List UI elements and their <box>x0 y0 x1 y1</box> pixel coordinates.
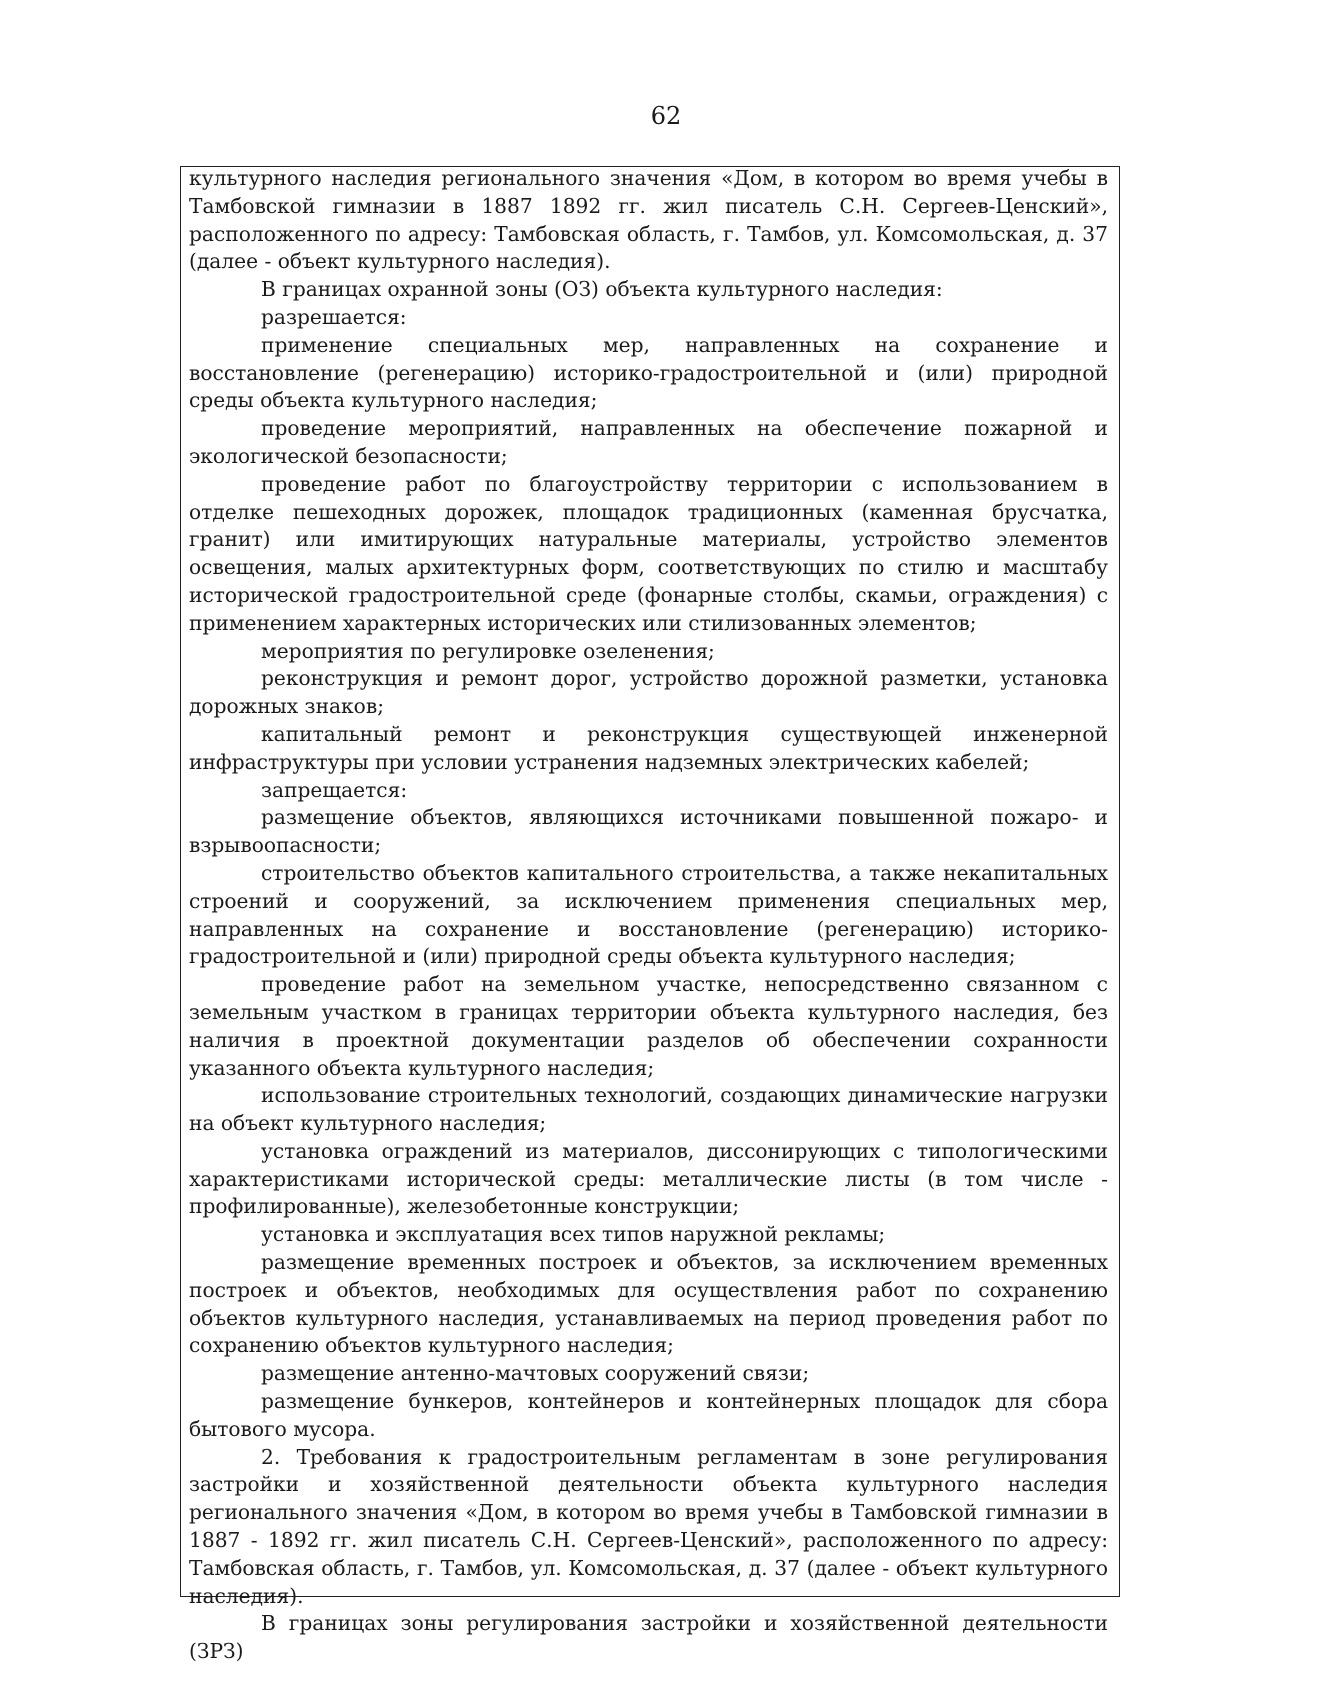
paragraph: реконструкция и ремонт дорог, устройство дорожной разметки, установка дорожных знаков; <box>189 666 1108 719</box>
paragraph: проведение работ на земельном участке, непосредственно связанном с земельным участком в границах территории объекта культурного наследия, без наличия в проектной документации разделов об обеспечении сохранности указанного объекта культурного наследия; <box>189 972 1108 1080</box>
paragraph: размещение антенно-мачтовых сооружений связи; <box>261 1361 810 1386</box>
paragraph: строительство объектов капитального строительства, а также некапитальных строений и сооружений, за исключением применения специальных мер, направленных на сохранение и восстановление (регенерацию) историко-градостроительной и (или) природной среды объекта культурного наследия; <box>189 860 1108 969</box>
paragraph: мероприятия по регулировке озеленения; <box>261 638 715 663</box>
paragraph: применение специальных мер, направленных на сохранение и восстановление (регенерацию) историко-градостроительной и (или) природной среды объекта культурного наследия; <box>189 332 1108 413</box>
paragraph: В границах зоны регулирования застройки и хозяйственной деятельности (ЗРЗ) <box>189 1611 1108 1664</box>
paragraph: разрешается: <box>261 304 407 329</box>
paragraph: культурного наследия регионального значения «Дом, в котором во время учебы в Тамбовской гимназии в 1887 1892 гг. жил писатель С.Н. Сергеев-Ценский», расположенного по адресу: Тамбовская область, г. Тамбов, ул. Комсомольская, д. 37 (далее - объект культурного наследия). <box>189 166 1108 274</box>
paragraph: проведение работ по благоустройству территории с использованием в отделке пешеходных дорожек, площадок традиционных (каменная брусчатка, гранит) или имитирующих натуральные материалы, устройство элементов освещения, малых архитектурных форм, соответствующих по стилю и масштабу исторической градостроительной среде (фонарные столбы, скамьи, ограждения) с применением характерных исторических или стилизованных элементов; <box>189 471 1108 635</box>
text-frame <box>180 166 1120 1664</box>
paragraph: размещение бункеров, контейнеров и контейнерных площадок для сбора бытового мусора. <box>189 1389 1108 1441</box>
paragraph: 2. Требования к градостроительным регламентам в зоне регулирования застройки и хозяйственной деятельности объекта культурного наследия регионального значения «Дом, в котором во время учебы в Тамбовской гимназии в 1887 - 1892 гг. жил писатель С.Н. Сергеев-Ценский», расположенного по адресу: Тамбовская область, г. Тамбов, ул. Комсомольская, д. 37 (далее - объект культурного наследия). <box>189 1444 1108 1608</box>
paragraph: установка и эксплуатация всех типов наружной рекламы; <box>261 1222 886 1247</box>
paragraph: В границах охранной зоны (ОЗ) объекта культурного наследия: <box>261 277 943 302</box>
paragraph: размещение объектов, являющихся источниками повышенной пожаро- и взрывоопасности; <box>189 805 1108 858</box>
paragraph: использование строительных технологий, создающих динамические нагрузки на объект культурного наследия; <box>189 1083 1108 1136</box>
paragraph: проведение мероприятий, направленных на обеспечение пожарной и экологической безопасности; <box>189 416 1108 468</box>
page-number: 62 <box>650 102 682 130</box>
paragraph: запрещается: <box>261 777 408 802</box>
paragraph: установка ограждений из материалов, диссонирующих с типологическими характеристиками исторической среды: металлические листы (в том числе - профилированные), железобетонные конструкции; <box>189 1138 1108 1219</box>
paragraph: капитальный ремонт и реконструкция существующей инженерной инфраструктуры при условии устранения надземных электрических кабелей; <box>189 721 1108 774</box>
paragraph: размещение временных построек и объектов, за исключением временных построек и объектов, необходимых для осуществления работ по сохранению объектов культурного наследия, устанавливаемых на период проведения работ по сохранению объектов культурного наследия; <box>189 1250 1108 1358</box>
